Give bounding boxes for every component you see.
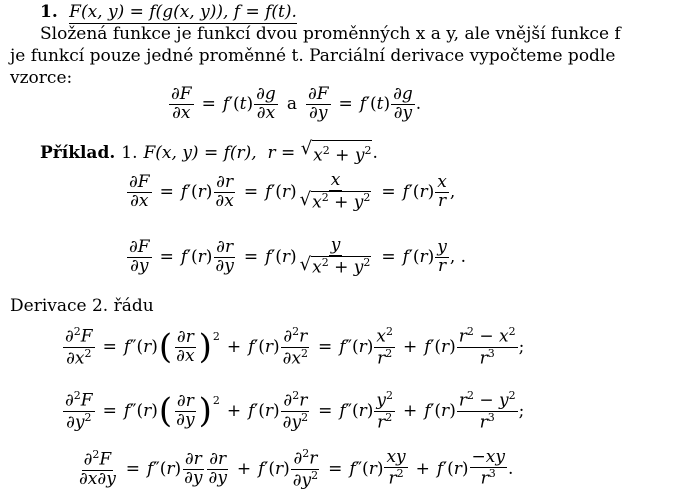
intro-line-3: vzorce: (10, 68, 73, 88)
second-partial-yy-equation: $\frac{\partial^2F}{\partial y^2}$ = f ″( r ) ( $\frac{\partial r}{\partial y}$ ) $^2$ + f ′( r ) $\frac{\partial^2r}{\partial y^2}$ = f ″( r ) $\frac{y^2}{r^2}$ + f ′( r ) $\frac{r^2 - y^2}{r^3}$ ; (65, 389, 525, 433)
section-formula: F(x, y) = f(g(x, y)), f = f(t). (69, 2, 297, 22)
intro-line-2: je funkcí pouze jedné proměnné t. Parciální derivace vypočteme podle (10, 46, 616, 66)
example-label: Příklad. (40, 142, 116, 163)
intro-line-1: Složená funkce je funkcí dvou proměnných x a y, ale vnější funkce f (40, 24, 621, 44)
second-order-label: Derivace 2. řádu (10, 296, 154, 316)
example-formula: F(x, y) = f(r), r = (143, 142, 301, 163)
partial-x-equation: $\frac{\partial F}{\partial x}$ = f ′( r ) $\frac{\partial r}{\partial x}$ = f ′( r ) x √ $x^2 + y^2$ = f ′( r ) $\frac{x}{r}$ , (129, 170, 456, 213)
chain-rule-equation: $\frac{\partial F}{\partial x}$ = f ′( t ) $\frac{\partial g}{\partial x}$ a $\frac{\partial F}{\partial y}$ = f ′( t ) $\frac{\partial g}{\partial y}$ . (171, 84, 422, 123)
second-partial-xx-equation: $\frac{\partial^2F}{\partial x^2}$ = f ″( r ) ( $\frac{\partial r}{\partial x}$ ) $^2$ + f ′( r ) $\frac{\partial^2r}{\partial x^2}$ = f ″( r ) $\frac{x^2}{r^2}$ + f ′( r ) $\frac{r^2 - x^2}{r^3}$ ; (65, 325, 525, 369)
partial-y-equation: $\frac{\partial F}{\partial y}$ = f ′( r ) $\frac{\partial r}{\partial y}$ = f ′( r ) y √ $x^2 + y^2$ = f ′( r ) $\frac{y}{r}$ , . (129, 235, 467, 278)
section-number: 1. (40, 2, 58, 22)
section-heading (40, 2, 297, 22)
example-number: 1. (121, 142, 138, 163)
example-heading: Příklad. 1. F(x, y) = f(r), r = √ $x^2 + y^2$ . (40, 138, 378, 166)
connector-word: a (286, 94, 297, 115)
second-partial-xy-equation: $\frac{\partial^2F}{\partial x\partial y}$ = f ″( r ) $\frac{\partial r}{\partial y}$ $\frac{\partial r}{\partial y}$ + f ′( r ) $\frac{\partial^2r}{\partial y^2}$ = f ″( r ) $\frac{xy}{r^2}$ + f ′( r ) $\frac{-xy}{r^3}$ . (79, 447, 514, 491)
